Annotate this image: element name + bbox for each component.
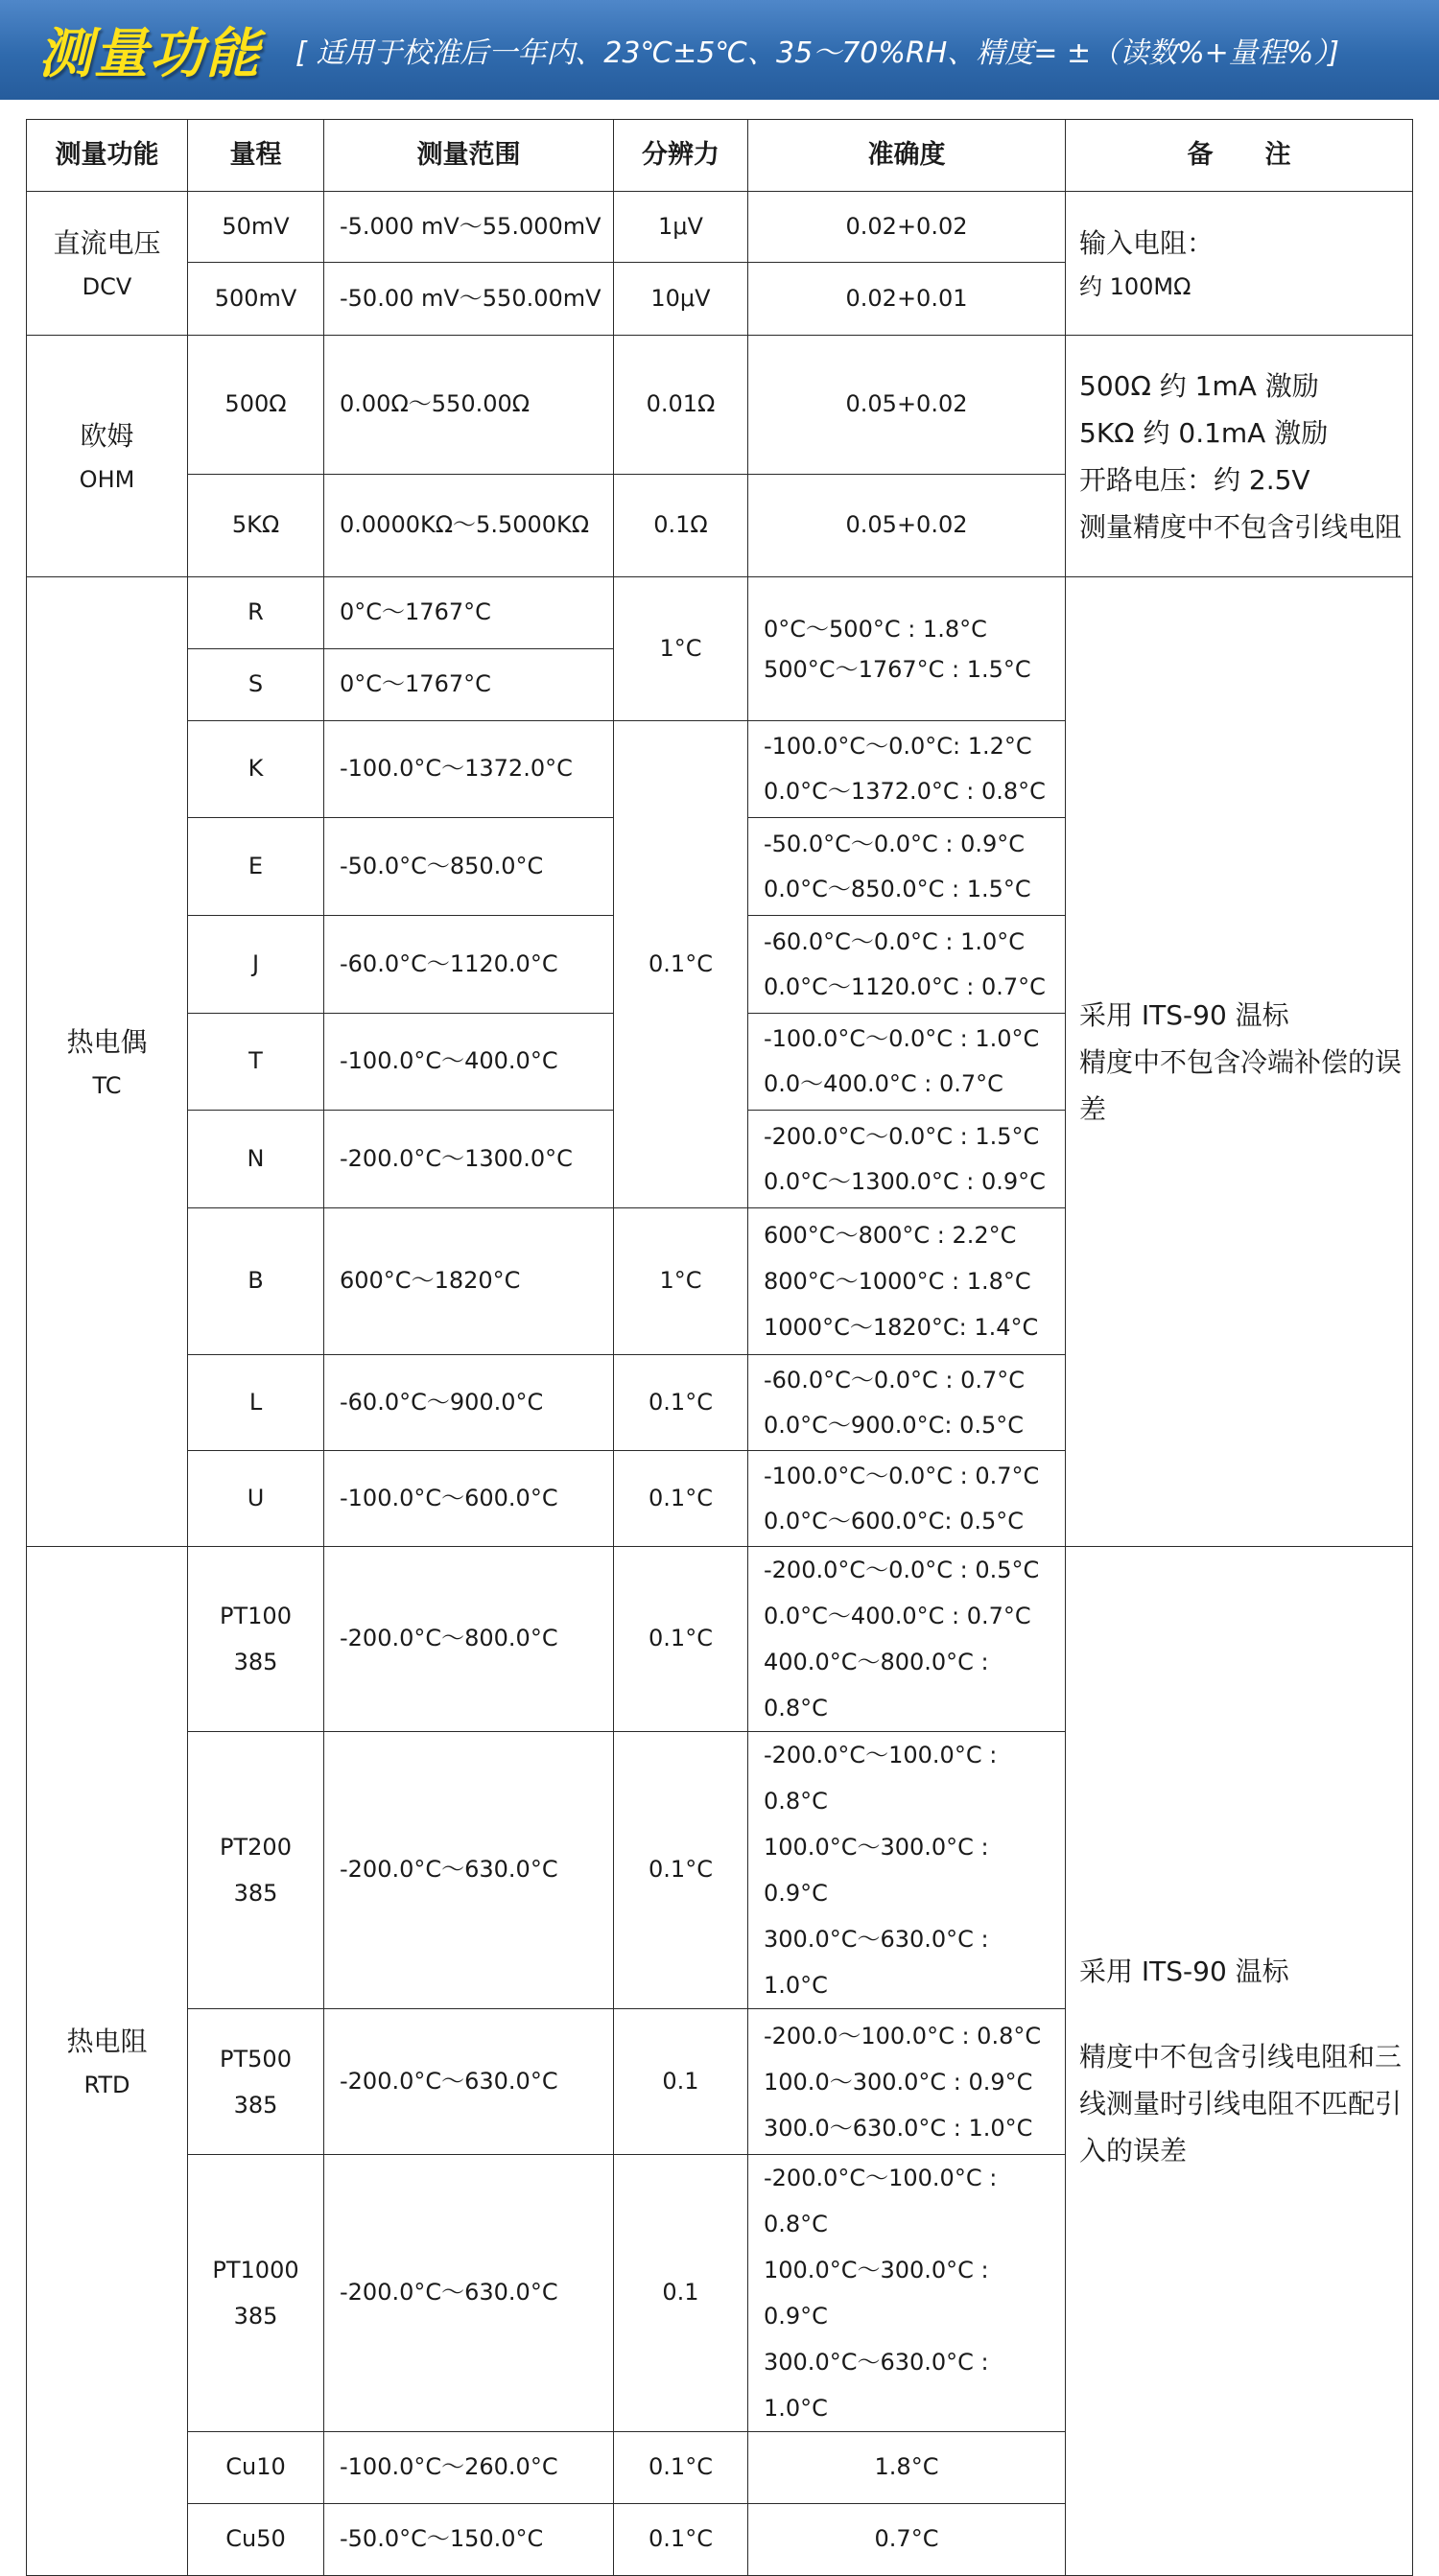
range-cell: B [188,1208,324,1355]
accuracy-cell: -200.0°C～100.0°C : 0.8°C 100.0°C～300.0°C : 0.9°C 300.0°C～630.0°C : 1.0°C [748,1732,1066,2009]
accuracy-cell: 0.05+0.02 [748,475,1066,577]
accuracy-cell: 0.02+0.02 [748,192,1066,263]
range-cell: J [188,916,324,1014]
table-row [27,336,1413,475]
column-header: 备 注 [1066,120,1413,192]
resolution-cell: 10μV [614,263,748,336]
accuracy-cell: -100.0°C～0.0°C: 1.2°C 0.0°C～1372.0°C : 0.8°C [748,721,1066,818]
accuracy-cell: 0.7°C [748,2504,1066,2576]
measure-cell: -100.0°C～1372.0°C [324,721,614,818]
column-header: 测量功能 [27,120,188,192]
header-banner [0,0,1439,100]
range-cell: E [188,818,324,916]
resolution-cell: 1μV [614,192,748,263]
measure-cell: -50.00 mV～550.00mV [324,263,614,336]
function-cell-tc: 热电偶 TC [27,577,188,1547]
range-cell: PT200 385 [188,1732,324,2009]
accuracy-cell: 600°C～800°C : 2.2°C 800°C～1000°C : 1.8°C 1000°C～1820°C: 1.4°C [748,1208,1066,1355]
range-cell: Cu50 [188,2504,324,2576]
function-cell-ohm: 欧姆 OHM [27,336,188,577]
range-cell: PT100 385 [188,1547,324,1732]
page-subtitle: [ 适用于校准后一年内、23℃±5℃、35～70%RH、精度= ±（读数%+量程%）] [295,36,1339,70]
table-row [27,1547,1413,1732]
function-cell-rtd: 热电阻 RTD [27,1547,188,2576]
resolution-cell: 0.1°C [614,1732,748,2009]
resolution-cell: 1°C [614,1208,748,1355]
resolution-cell: 0.1°C [614,1355,748,1451]
accuracy-cell: -200.0°C～100.0°C : 0.8°C 100.0°C～300.0°C : 0.9°C 300.0°C～630.0°C : 1.0°C [748,2155,1066,2432]
range-cell: 500mV [188,263,324,336]
note-cell-tc: 采用 ITS-90 温标 精度中不包含冷端补偿的误差 [1066,577,1413,1547]
range-cell: U [188,1451,324,1547]
measure-cell: 0.00Ω～550.00Ω [324,336,614,475]
range-cell: N [188,1111,324,1208]
table-header-row [27,120,1413,192]
range-cell: 50mV [188,192,324,263]
measure-cell: -50.0°C～850.0°C [324,818,614,916]
measure-cell: -100.0°C～260.0°C [324,2432,614,2504]
resolution-cell: 0.1°C [614,2504,748,2576]
range-cell: L [188,1355,324,1451]
column-header: 量程 [188,120,324,192]
measure-cell: 0°C～1767°C [324,577,614,649]
accuracy-cell: -50.0°C～0.0°C : 0.9°C 0.0°C～850.0°C : 1.5°C [748,818,1066,916]
resolution-cell: 0.1°C [614,1451,748,1547]
measure-cell: -200.0°C～630.0°C [324,1732,614,2009]
measure-cell: 600°C～1820°C [324,1208,614,1355]
accuracy-cell: 0.05+0.02 [748,336,1066,475]
resolution-cell: 1°C [614,577,748,721]
measure-cell: 0°C～1767°C [324,649,614,721]
accuracy-cell: -200.0°C～0.0°C : 0.5°C 0.0°C～400.0°C : 0.7°C 400.0°C～800.0°C : 0.8°C [748,1547,1066,1732]
note-cell-ohm: 500Ω 约 1mA 激励 5KΩ 约 0.1mA 激励 开路电压：约 2.5V 测量精度中不包含引线电阻 [1066,336,1413,577]
measure-cell: -200.0°C～800.0°C [324,1547,614,1732]
range-cell: 5KΩ [188,475,324,577]
resolution-cell: 0.1 [614,2009,748,2155]
range-cell: PT1000 385 [188,2155,324,2432]
accuracy-cell: 0°C～500°C : 1.8°C 500°C～1767°C : 1.5°C [748,577,1066,721]
accuracy-cell: -100.0°C～0.0°C : 1.0°C 0.0～400.0°C : 0.7°C [748,1014,1066,1111]
measure-cell: -100.0°C～600.0°C [324,1451,614,1547]
measure-cell: 0.0000KΩ～5.5000KΩ [324,475,614,577]
accuracy-cell: -200.0°C～0.0°C : 1.5°C 0.0°C～1300.0°C : 0.9°C [748,1111,1066,1208]
resolution-cell: 0.1Ω [614,475,748,577]
column-header: 准确度 [748,120,1066,192]
table-row [27,577,1413,649]
range-cell: 500Ω [188,336,324,475]
measure-cell: -5.000 mV～55.000mV [324,192,614,263]
page-title: 测量功能 [38,23,261,85]
spec-table [26,119,1413,2576]
resolution-cell: 0.1°C [614,1547,748,1732]
range-cell: T [188,1014,324,1111]
measure-cell: -60.0°C～900.0°C [324,1355,614,1451]
resolution-cell: 0.1°C [614,2432,748,2504]
resolution-cell: 0.1°C [614,721,748,1208]
measure-cell: -200.0°C～630.0°C [324,2009,614,2155]
range-cell: R [188,577,324,649]
note-cell-rtd: 采用 ITS-90 温标 精度中不包含引线电阻和三线测量时引线电阻不匹配引入的误差 [1066,1547,1413,2576]
accuracy-cell: 0.02+0.01 [748,263,1066,336]
accuracy-cell: -60.0°C～0.0°C : 0.7°C 0.0°C～900.0°C: 0.5°C [748,1355,1066,1451]
measure-cell: -200.0°C～630.0°C [324,2155,614,2432]
column-header: 测量范围 [324,120,614,192]
note-cell-dcv: 输入电阻： 约 100MΩ [1066,192,1413,336]
accuracy-cell: -100.0°C～0.0°C : 0.7°C 0.0°C～600.0°C: 0.5°C [748,1451,1066,1547]
accuracy-cell: -60.0°C～0.0°C : 1.0°C 0.0°C～1120.0°C : 0.7°C [748,916,1066,1014]
column-header: 分辨力 [614,120,748,192]
measure-cell: -50.0°C～150.0°C [324,2504,614,2576]
table-row [27,192,1413,263]
range-cell: PT500 385 [188,2009,324,2155]
range-cell: Cu10 [188,2432,324,2504]
accuracy-cell: -200.0～100.0°C : 0.8°C 100.0～300.0°C : 0.9°C 300.0～630.0°C : 1.0°C [748,2009,1066,2155]
function-cell-dcv: 直流电压 DCV [27,192,188,336]
range-cell: K [188,721,324,818]
measure-cell: -200.0°C～1300.0°C [324,1111,614,1208]
accuracy-cell: 1.8°C [748,2432,1066,2504]
range-cell: S [188,649,324,721]
resolution-cell: 0.1 [614,2155,748,2432]
measure-cell: -100.0°C～400.0°C [324,1014,614,1111]
measure-cell: -60.0°C～1120.0°C [324,916,614,1014]
resolution-cell: 0.01Ω [614,336,748,475]
